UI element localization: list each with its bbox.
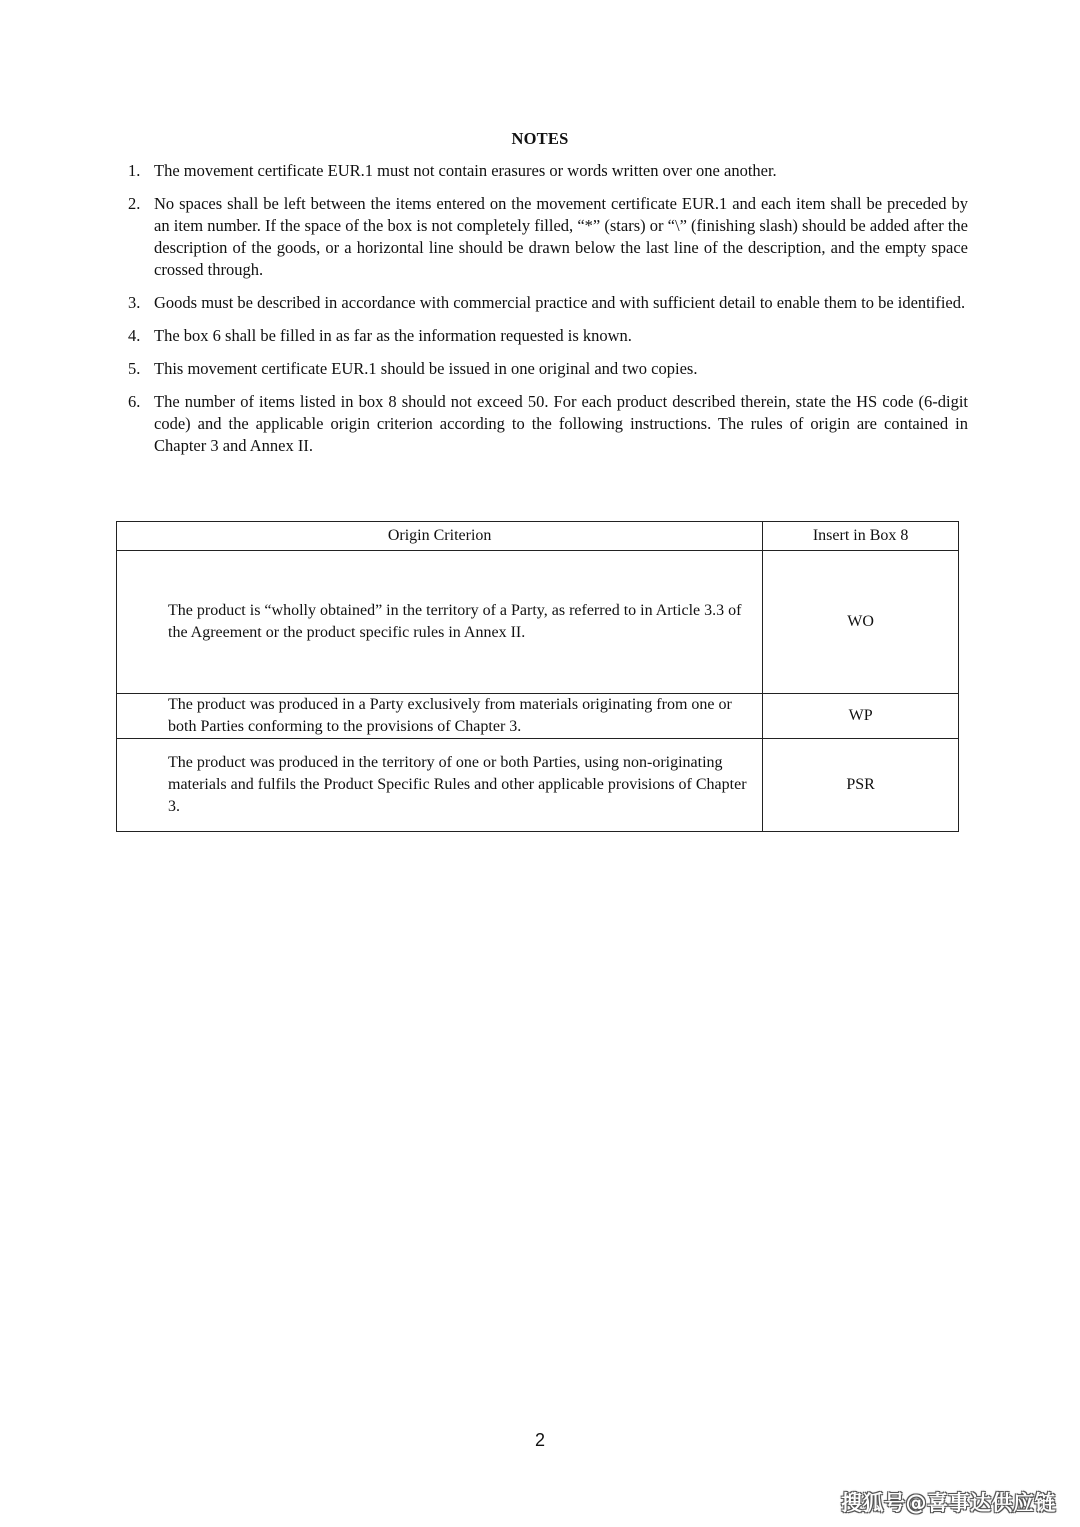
code-cell: WO — [763, 551, 959, 694]
note-item — [128, 193, 968, 281]
notes-list — [128, 160, 968, 468]
origin-criterion-table — [116, 521, 959, 832]
header-origin-criterion: Origin Criterion — [117, 522, 763, 551]
watermark: 搜狐号@喜事达供应链 — [841, 1491, 1056, 1515]
page-number: 2 — [534, 1430, 545, 1450]
note-text: This movement certificate EUR.1 should be issued in one original and two copies. — [154, 359, 698, 378]
criterion-text: The product was produced in a Party exclusively from materials originating from one or both Parties conforming to the provisions of Chapter 3. — [168, 696, 732, 735]
note-text: The number of items listed in box 8 should not exceed 50. For each product described therein, state the HS code (6-digit code) and the applicable origin criterion according to the following instructions. The rules of origin are contained in Chapter 3 and Annex II. — [154, 392, 968, 455]
note-item — [128, 160, 968, 182]
note-text: The movement certificate EUR.1 must not contain erasures or words written over one another. — [154, 161, 777, 180]
criterion-cell — [117, 694, 763, 739]
criterion-cell — [117, 739, 763, 832]
page-title: NOTES — [511, 129, 569, 148]
table-header-row — [117, 522, 959, 551]
note-item — [128, 325, 968, 347]
note-item — [128, 391, 968, 457]
criterion-cell — [117, 551, 763, 694]
table-row — [117, 694, 959, 739]
criterion-text: The product was produced in the territory of one or both Parties, using non-originating materials and fulfils the Product Specific Rules and other applicable provisions of Chapter 3. — [168, 754, 747, 815]
header-insert-in-box-8: Insert in Box 8 — [763, 522, 959, 551]
note-text: No spaces shall be left between the items entered on the movement certificate EUR.1 and each item shall be preceded by an item number. If the space of the box is not completely filled, “*” (stars) or “\” (finishing slash) should be added after the description of the goods, or a horizontal line should be drawn below the last line of the description, and the empty space crossed through. — [154, 194, 968, 279]
table-row — [117, 551, 959, 694]
note-number: 6. — [128, 392, 141, 411]
note-number: 3. — [128, 293, 141, 312]
note-number: 1. — [128, 161, 141, 180]
note-text: The box 6 shall be filled in as far as the information requested is known. — [154, 326, 632, 345]
code-cell: WP — [763, 694, 959, 739]
table-row — [117, 739, 959, 832]
note-text: Goods must be described in accordance with commercial practice and with sufficient detail to enable them to be identified. — [154, 293, 966, 312]
note-item — [128, 292, 968, 314]
criterion-text: The product is “wholly obtained” in the territory of a Party, as referred to in Article 3.3 of the Agreement or the product specific rules in Annex II. — [168, 602, 742, 641]
note-number: 4. — [128, 326, 141, 345]
note-number: 5. — [128, 359, 141, 378]
note-item — [128, 358, 968, 380]
note-number: 2. — [128, 194, 141, 213]
code-cell: PSR — [763, 739, 959, 832]
